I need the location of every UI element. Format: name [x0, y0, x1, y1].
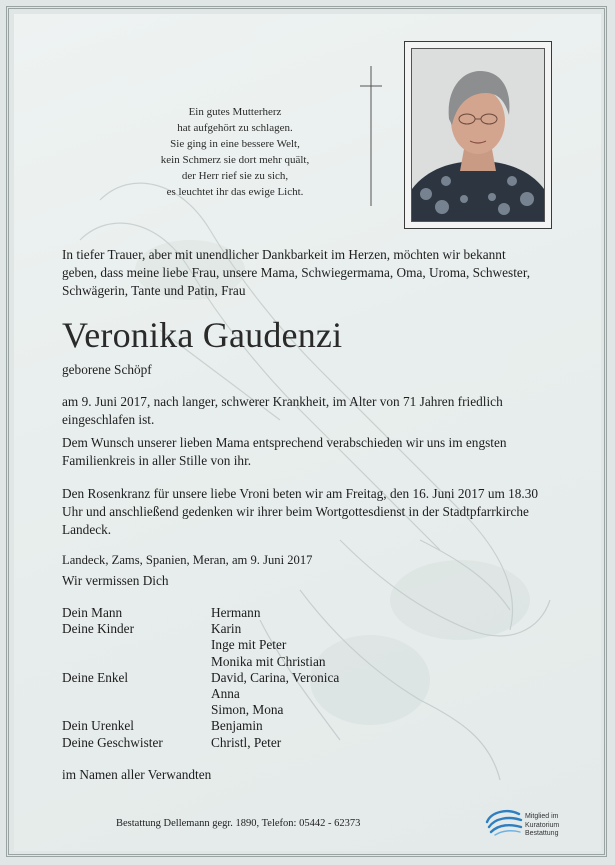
family-row: [62, 718, 462, 734]
family-names: Monika mit Christian: [211, 653, 326, 669]
intro-paragraph: In tiefer Trauer, aber mit unendlicher Dankbarkeit im Herzen, möchten wir bekannt geben, dass meine liebe Frau, unsere Mama, Schwiegermama, Oma, Uroma, Schwester, Schwägerin, Tante und Patin, Frau: [62, 247, 531, 298]
family-names: Simon, Mona: [211, 702, 284, 718]
family-row: [62, 686, 462, 702]
family-row: [62, 670, 462, 686]
family-row: [62, 735, 462, 751]
family-names: Karin: [211, 621, 242, 637]
kuratorium-membership: [525, 813, 575, 839]
farewell-paragraph: Dem Wunsch unserer lieben Mama entsprechend verabschieden wir uns im engsten Familienkreis in aller Stille von ihr.: [62, 435, 507, 468]
family-names: Christl, Peter: [211, 734, 282, 750]
rosary-paragraph: Den Rosenkranz für unsere liebe Vroni beten wir am Freitag, den 16. Juni 2017 um 18.30 Uhr und anschließend gedenken wir ihrer beim Wortgottesdienst in der Stadtpfarrkirche Landeck.: [62, 486, 539, 537]
family-row: [62, 637, 462, 653]
poem-line: kein Schmerz sie dort mehr quält,: [160, 154, 310, 166]
place-and-date: Landeck, Zams, Spanien, Meran, am 9. Juni 2017: [62, 553, 313, 567]
poem-line: hat aufgehört zu schlagen.: [177, 122, 293, 134]
kuratorium-logo-icon: [483, 804, 525, 838]
family-names: Inge mit Peter: [211, 637, 287, 653]
family-row: [62, 605, 462, 621]
deceased-name: Veronika Gaudenzi: [62, 315, 343, 355]
family-names: Anna: [211, 685, 240, 701]
poem-line: Sie ging in eine bessere Welt,: [170, 138, 300, 150]
family-names: Hermann: [211, 605, 261, 620]
family-relation: Deine Enkel: [62, 669, 129, 685]
family-names: David, Carina, Veronica: [211, 669, 340, 685]
funeral-home-footer: Bestattung Dellemann gegr. 1890, Telefon: 05442 - 62373: [116, 818, 361, 829]
kuratorium-line: Mitglied im: [525, 813, 559, 820]
kuratorium-line: Kuratorium Bestattung: [525, 821, 560, 837]
cross-icon: [358, 66, 384, 206]
family-relation: Dein Mann: [62, 605, 123, 620]
family-relation: Deine Geschwister: [62, 734, 163, 750]
poem-line: es leuchtet ihr das ewige Licht.: [166, 186, 304, 198]
family-relation: Dein Urenkel: [62, 718, 134, 734]
family-row: [62, 654, 462, 670]
we-miss-you-line: Wir vermissen Dich: [62, 573, 169, 588]
closing-line: im Namen aller Verwandten: [62, 767, 212, 782]
poem-line: Ein gutes Mutterherz: [188, 106, 282, 118]
family-row: [62, 702, 462, 718]
maiden-name: geborene Schöpf: [62, 362, 152, 377]
memorial-poem: [110, 104, 360, 200]
death-notice-paragraph: am 9. Juni 2017, nach langer, schwerer Krankheit, im Alter von 71 Jahren friedlich eingeschlafen ist.: [62, 394, 503, 427]
portrait-image: [412, 49, 544, 221]
portrait-photo: [411, 48, 545, 222]
family-names: Benjamin: [211, 718, 263, 734]
poem-line: der Herr rief sie zu sich,: [181, 170, 289, 182]
family-row: [62, 621, 462, 637]
family-list: [62, 605, 462, 751]
portrait-frame: [404, 41, 552, 229]
family-relation: Deine Kinder: [62, 621, 134, 637]
